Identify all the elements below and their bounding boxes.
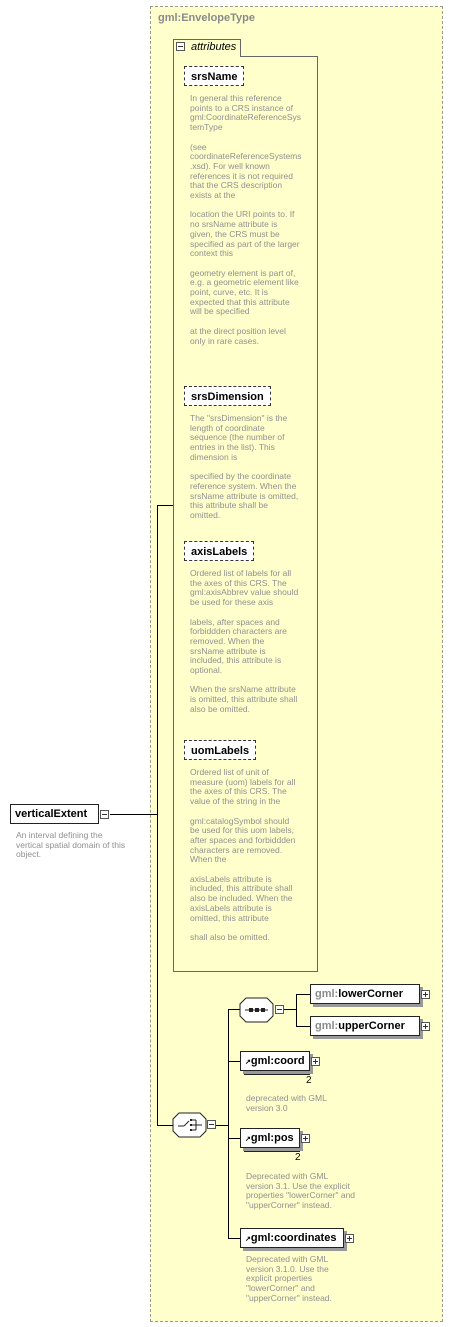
collapse-sequence-icon[interactable] [275, 1005, 284, 1014]
attribute-uomlabels[interactable]: uomLabels [184, 740, 256, 760]
element-pos[interactable] [240, 1128, 300, 1148]
connector-to-pos [228, 1138, 240, 1139]
type-title: gml:EnvelopeType [158, 12, 255, 24]
pos-doc: Deprecated with GML version 3.1. Use the explicit properties "lowerCorner" and "upperCorner" instead. [246, 1171, 356, 1211]
connector-vertical-main [157, 505, 158, 1125]
connector-choice-out [216, 1125, 228, 1126]
reference-arrow-icon: ↗ [245, 1236, 251, 1243]
element-coord[interactable] [240, 1051, 310, 1071]
coord-doc: deprecated with GML version 3.0 [246, 1093, 327, 1113]
uppercorner-name: upperCorner [338, 1020, 405, 1032]
connector-to-lowercorner [296, 994, 310, 995]
connector-choice-vertical [228, 1009, 229, 1238]
connector-to-uppercorner [296, 1026, 310, 1027]
connector-to-choice [157, 1125, 173, 1126]
coordinates-doc: Deprecated with GML version 3.1.0. Use the explicit properties "lowerCorner" and "upperCorner" instead. [246, 1254, 332, 1303]
expand-pos-icon[interactable] [301, 1134, 310, 1143]
lowercorner-name: lowerCorner [338, 988, 404, 1000]
coord-occurrence: 2 [306, 1075, 312, 1086]
attribute-srsname-doc: In general this reference points to a CRS instance of gml:CoordinateReferenceSys temType (see coordinateReferenceSystems .xsd). For well known references it is not required that the CRS description exists at the location the URI points to. If no srsName attribute is given, the CRS must be specified as part of the larger context this geometry element is part of, e.g. a geometric element like point, curve, etc. It is expected that this attribute will be specified at the direct position level only in rare cases. [190, 93, 302, 346]
element-lowercorner[interactable] [310, 984, 420, 1004]
element-uppercorner[interactable] [310, 1016, 420, 1036]
attribute-axislabels[interactable]: axisLabels [184, 541, 254, 561]
attribute-axislabels-doc: Ordered list of labels for all the axes of this CRS. The gml:axisAbbrev value should be used for these axis labels, after spaces and forbiddden characters are removed. When the srsName attribute is included, this attribute is optional. When the srsName attribute is omitted, this attribute shall also be omitted. [190, 568, 299, 714]
pos-name: gml:pos [250, 1132, 294, 1144]
connector-sequence-vertical [296, 994, 297, 1026]
expand-coord-icon[interactable] [311, 1057, 320, 1066]
root-element-verticalextent[interactable]: verticalExtent [10, 804, 99, 824]
pos-occurrence: 2 [295, 1152, 301, 1163]
collapse-root-icon[interactable] [100, 810, 109, 819]
coordinates-name: gml:coordinates [250, 1232, 337, 1244]
connector-root [110, 814, 157, 815]
connector-sequence-out [284, 1009, 296, 1010]
connector-to-attributes [157, 505, 173, 506]
attribute-uomlabels-doc: Ordered list of unit of measure (uom) labels for all the axes of this CRS. The value of the string in the gml:catalogSymbol should be used for this uom labels, after spaces and forbiddden characters are removed. When the axisLabels attribute is included, this attribute shall also be included. When the axisLabels attribute is omitted, this attribute shall also be omitted. [190, 767, 296, 942]
expand-uppercorner-icon[interactable] [421, 1022, 430, 1031]
root-element-doc: An interval defining the vertical spatial domain of this object. [16, 830, 126, 860]
collapse-attributes-icon[interactable] [176, 42, 185, 51]
connector-to-coord [228, 1061, 240, 1062]
attribute-srsdimension[interactable]: srsDimension [184, 386, 271, 406]
attribute-srsdimension-doc: The "srsDimension" is the length of coordinate sequence (the number of entries in the list). This dimension is specified by the coordinate reference system. When the srsName attribute is omitted, this attribute shall be omitted. [190, 413, 299, 521]
reference-arrow-icon: ↗ [245, 1136, 251, 1143]
reference-arrow-icon: ↗ [245, 1059, 251, 1066]
lowercorner-namespace: gml: [315, 988, 339, 1000]
uppercorner-namespace: gml: [315, 1020, 339, 1032]
collapse-choice-icon[interactable] [207, 1120, 216, 1129]
element-coordinates[interactable] [240, 1228, 344, 1248]
sequence-compositor-icon[interactable] [239, 997, 279, 1023]
expand-coordinates-icon[interactable] [345, 1234, 354, 1243]
coord-name: gml:coord [250, 1055, 305, 1067]
attributes-label: attributes [191, 41, 237, 53]
expand-lowercorner-icon[interactable] [421, 990, 430, 999]
connector-to-coordinates [228, 1238, 240, 1239]
attribute-srsname[interactable]: srsName [184, 66, 244, 86]
